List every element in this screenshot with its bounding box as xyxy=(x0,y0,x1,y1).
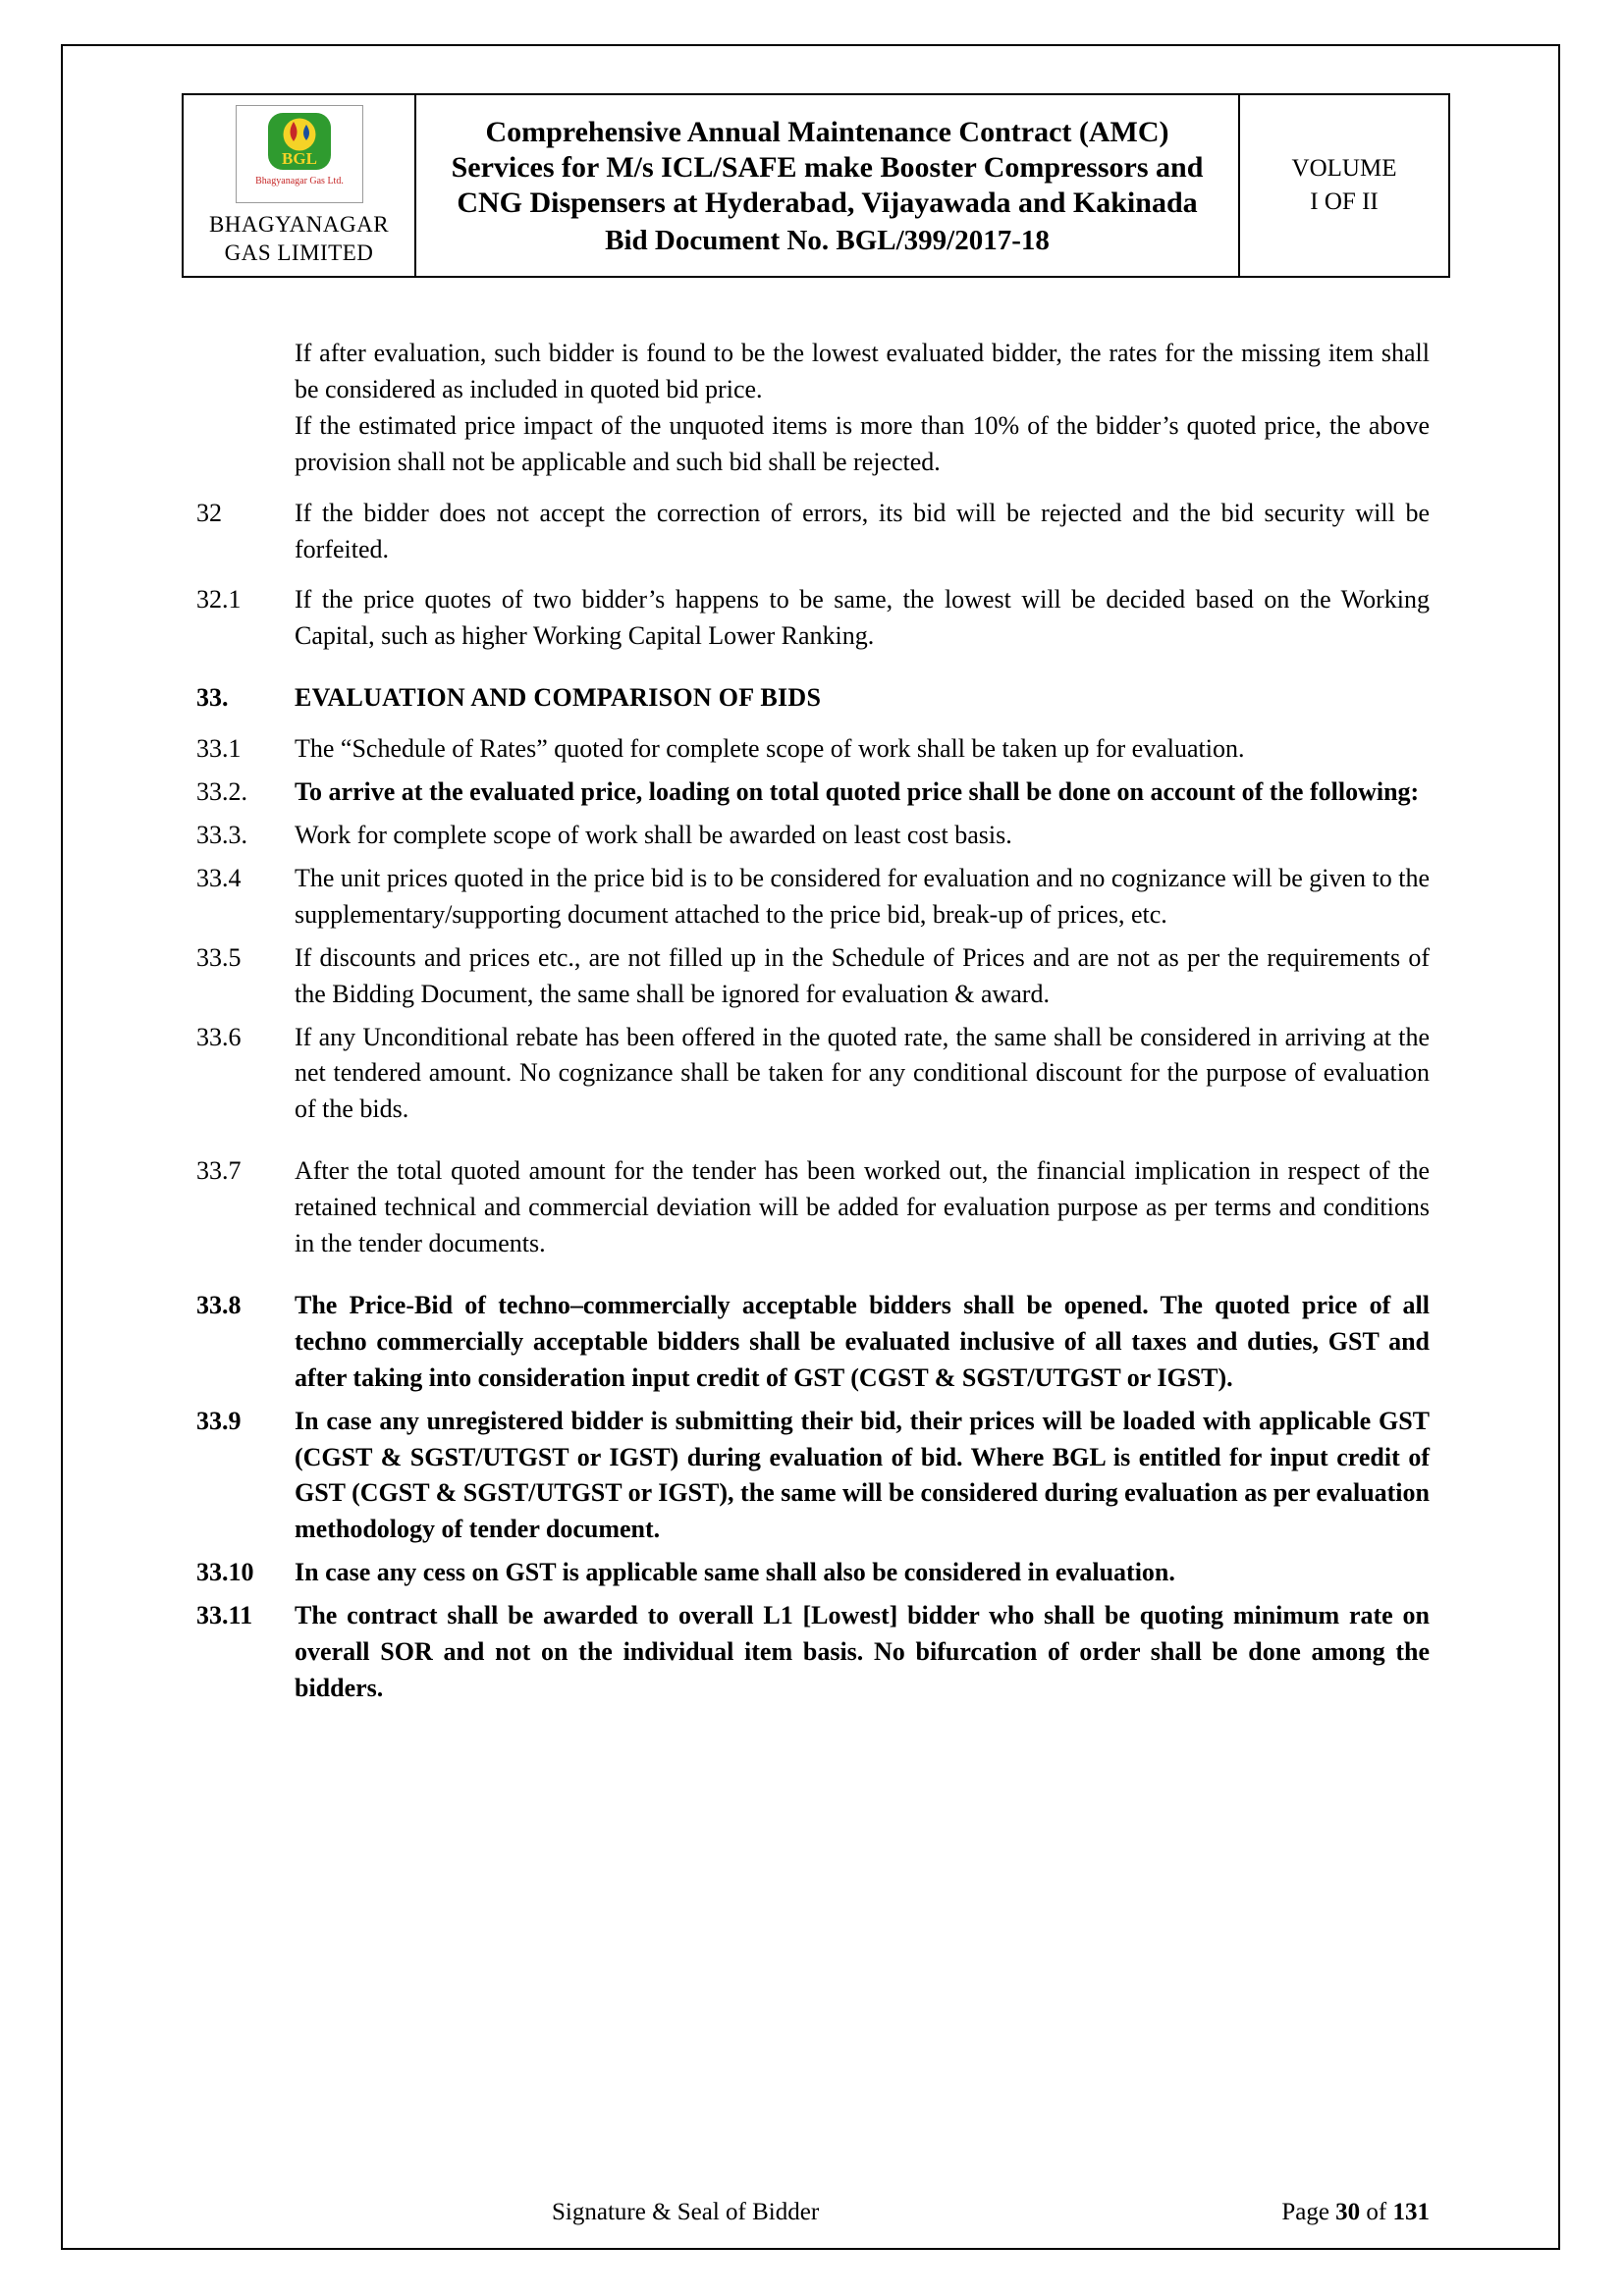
clause-33-1 xyxy=(196,731,1430,768)
clause-number: 33.9 xyxy=(196,1406,242,1435)
document-title: Comprehensive Annual Maintenance Contract (AMC) Services for M/s ICL/SAFE make Booster Compressors and CNG Dispensers at Hyderabad, Vijayawada and Kakinada xyxy=(451,115,1204,219)
clause-32 xyxy=(196,496,1430,568)
company-logo xyxy=(236,105,363,203)
section-heading-text: EVALUATION AND COMPARISON OF BIDS xyxy=(295,683,822,713)
company-name xyxy=(209,211,389,268)
clause-text: If any Unconditional rebate has been offered in the quoted rate, the same shall be considered in arriving at the net tendered amount. No cognizance shall be taken for any conditional discount for the purpose of evaluation of the bids. xyxy=(295,1022,1430,1124)
clause-33-4 xyxy=(196,861,1430,934)
clause-number: 33.5 xyxy=(196,942,242,972)
clause-number: 33.7 xyxy=(196,1156,242,1186)
of-word: of xyxy=(1366,2199,1387,2225)
clause-33-11 xyxy=(196,1598,1430,1707)
page-word: Page xyxy=(1281,2199,1329,2225)
company-name-line2: GAS LIMITED xyxy=(224,240,374,265)
clause-text: Work for complete scope of work shall be awarded on least cost basis. xyxy=(295,820,1012,849)
page-indicator xyxy=(1281,2199,1430,2226)
clause-33-5 xyxy=(196,940,1430,1013)
clause-33-6 xyxy=(196,1020,1430,1129)
clause-number: 33.8 xyxy=(196,1290,242,1319)
bid-document-number: Bid Document No. BGL/399/2017-18 xyxy=(605,224,1050,256)
clause-33-7 xyxy=(196,1153,1430,1262)
clause-number: 33.3. xyxy=(196,820,247,849)
clause-text: To arrive at the evaluated price, loading on total quoted price shall be done on account of the following: xyxy=(295,777,1420,807)
clause-text: If the price quotes of two bidder’s happens to be same, the lowest will be decided based on the Working Capital, such as higher Working Capital Lower Ranking. xyxy=(295,585,1430,651)
signature-seal-label: Signature & Seal of Bidder xyxy=(552,2199,820,2225)
clause-text: The contract shall be awarded to overall L1 [Lowest] bidder who shall be quoting minimum rate on overall SOR and not on the individual item basis. No bifurcation of order shall be done among the bidders. xyxy=(295,1601,1430,1702)
clause-number: 33. xyxy=(196,683,229,713)
clause-33-3 xyxy=(196,818,1430,854)
clause-text: In case any cess on GST is applicable same shall also be considered in evaluation. xyxy=(295,1558,1175,1587)
logo-cell xyxy=(184,95,416,276)
volume-line1: VOLUME xyxy=(1291,155,1397,182)
clause-number xyxy=(196,408,295,481)
clause-number: 33.4 xyxy=(196,863,242,892)
clause-text: The “Schedule of Rates” quoted for complete scope of work shall be taken up for evaluation. xyxy=(295,734,1245,764)
paragraph-continuation-1 xyxy=(196,336,1430,408)
clause-text: The unit prices quoted in the price bid is to be considered for evaluation and no cognizance will be given to the supplementary/supporting document attached to the price bid, break-up of prices, etc. xyxy=(295,863,1430,929)
clause-number: 33.1 xyxy=(196,734,242,764)
company-name-line1: BHAGYANAGAR xyxy=(208,212,390,237)
clause-text: If the bidder does not accept the correction of errors, its bid will be rejected and the bid security will be forfeited. xyxy=(295,498,1430,563)
title-cell xyxy=(416,95,1240,276)
clause-number: 33.6 xyxy=(196,1022,242,1051)
page-total: 131 xyxy=(1392,2199,1430,2225)
clause-number: 33.2. xyxy=(196,777,247,807)
logo-caption: Bhagyanagar Gas Ltd. xyxy=(254,176,344,187)
volume-cell xyxy=(1240,95,1448,276)
section-heading-33 xyxy=(196,680,1430,717)
clause-number: 32.1 xyxy=(196,585,242,614)
clause-text: In case any unregistered bidder is submitting their bid, their prices will be loaded with applicable GST (CGST & SGST/UTGST or IGST) during evaluation of bid. Where BGL is entitled for input credit of GST (CGST & SGST/UTGST or IGST), the same will be considered during evaluation as per evaluation methodology of tender document. xyxy=(295,1406,1430,1544)
clause-33-8 xyxy=(196,1288,1430,1397)
document-body xyxy=(196,336,1430,1707)
clause-number: 33.11 xyxy=(196,1601,253,1630)
bgl-logo-icon xyxy=(244,111,354,197)
clause-32-1 xyxy=(196,582,1430,655)
clause-text: If the estimated price impact of the unquoted items is more than 10% of the bidder’s quoted price, the above provision shall not be applicable and such bid shall be rejected. xyxy=(295,410,1430,476)
clause-33-2 xyxy=(196,774,1430,811)
clause-number: 32 xyxy=(196,498,222,527)
clause-number xyxy=(196,336,295,408)
page-number: 30 xyxy=(1335,2199,1361,2225)
page-footer xyxy=(196,2199,1430,2232)
clause-33-9 xyxy=(196,1404,1430,1549)
clause-text: The Price-Bid of techno–commercially acceptable bidders shall be opened. The quoted price of all techno commercially acceptable bidders shall be evaluated inclusive of all taxes and duties, GST and after taking into consideration input credit of GST (CGST & SGST/UTGST or IGST). xyxy=(295,1290,1430,1392)
clause-33-10 xyxy=(196,1555,1430,1591)
clause-number: 33.10 xyxy=(196,1558,254,1587)
clause-text: If after evaluation, such bidder is found to be the lowest evaluated bidder, the rates for the missing item shall be considered as included in quoted bid price. xyxy=(295,339,1430,403)
volume-line2: I OF II xyxy=(1310,187,1379,215)
clause-text: If discounts and prices etc., are not filled up in the Schedule of Prices and are not as per the requirements of the Bidding Document, the same shall be ignored for evaluation & award. xyxy=(295,942,1430,1008)
document-header-table xyxy=(182,93,1450,278)
paragraph-continuation-2 xyxy=(196,408,1430,481)
logo-monogram: BGL xyxy=(281,149,317,168)
clause-text: After the total quoted amount for the tender has been worked out, the financial implication in respect of the retained technical and commercial deviation will be added for evaluation purpose as per terms and conditions in the tender documents. xyxy=(295,1156,1430,1258)
